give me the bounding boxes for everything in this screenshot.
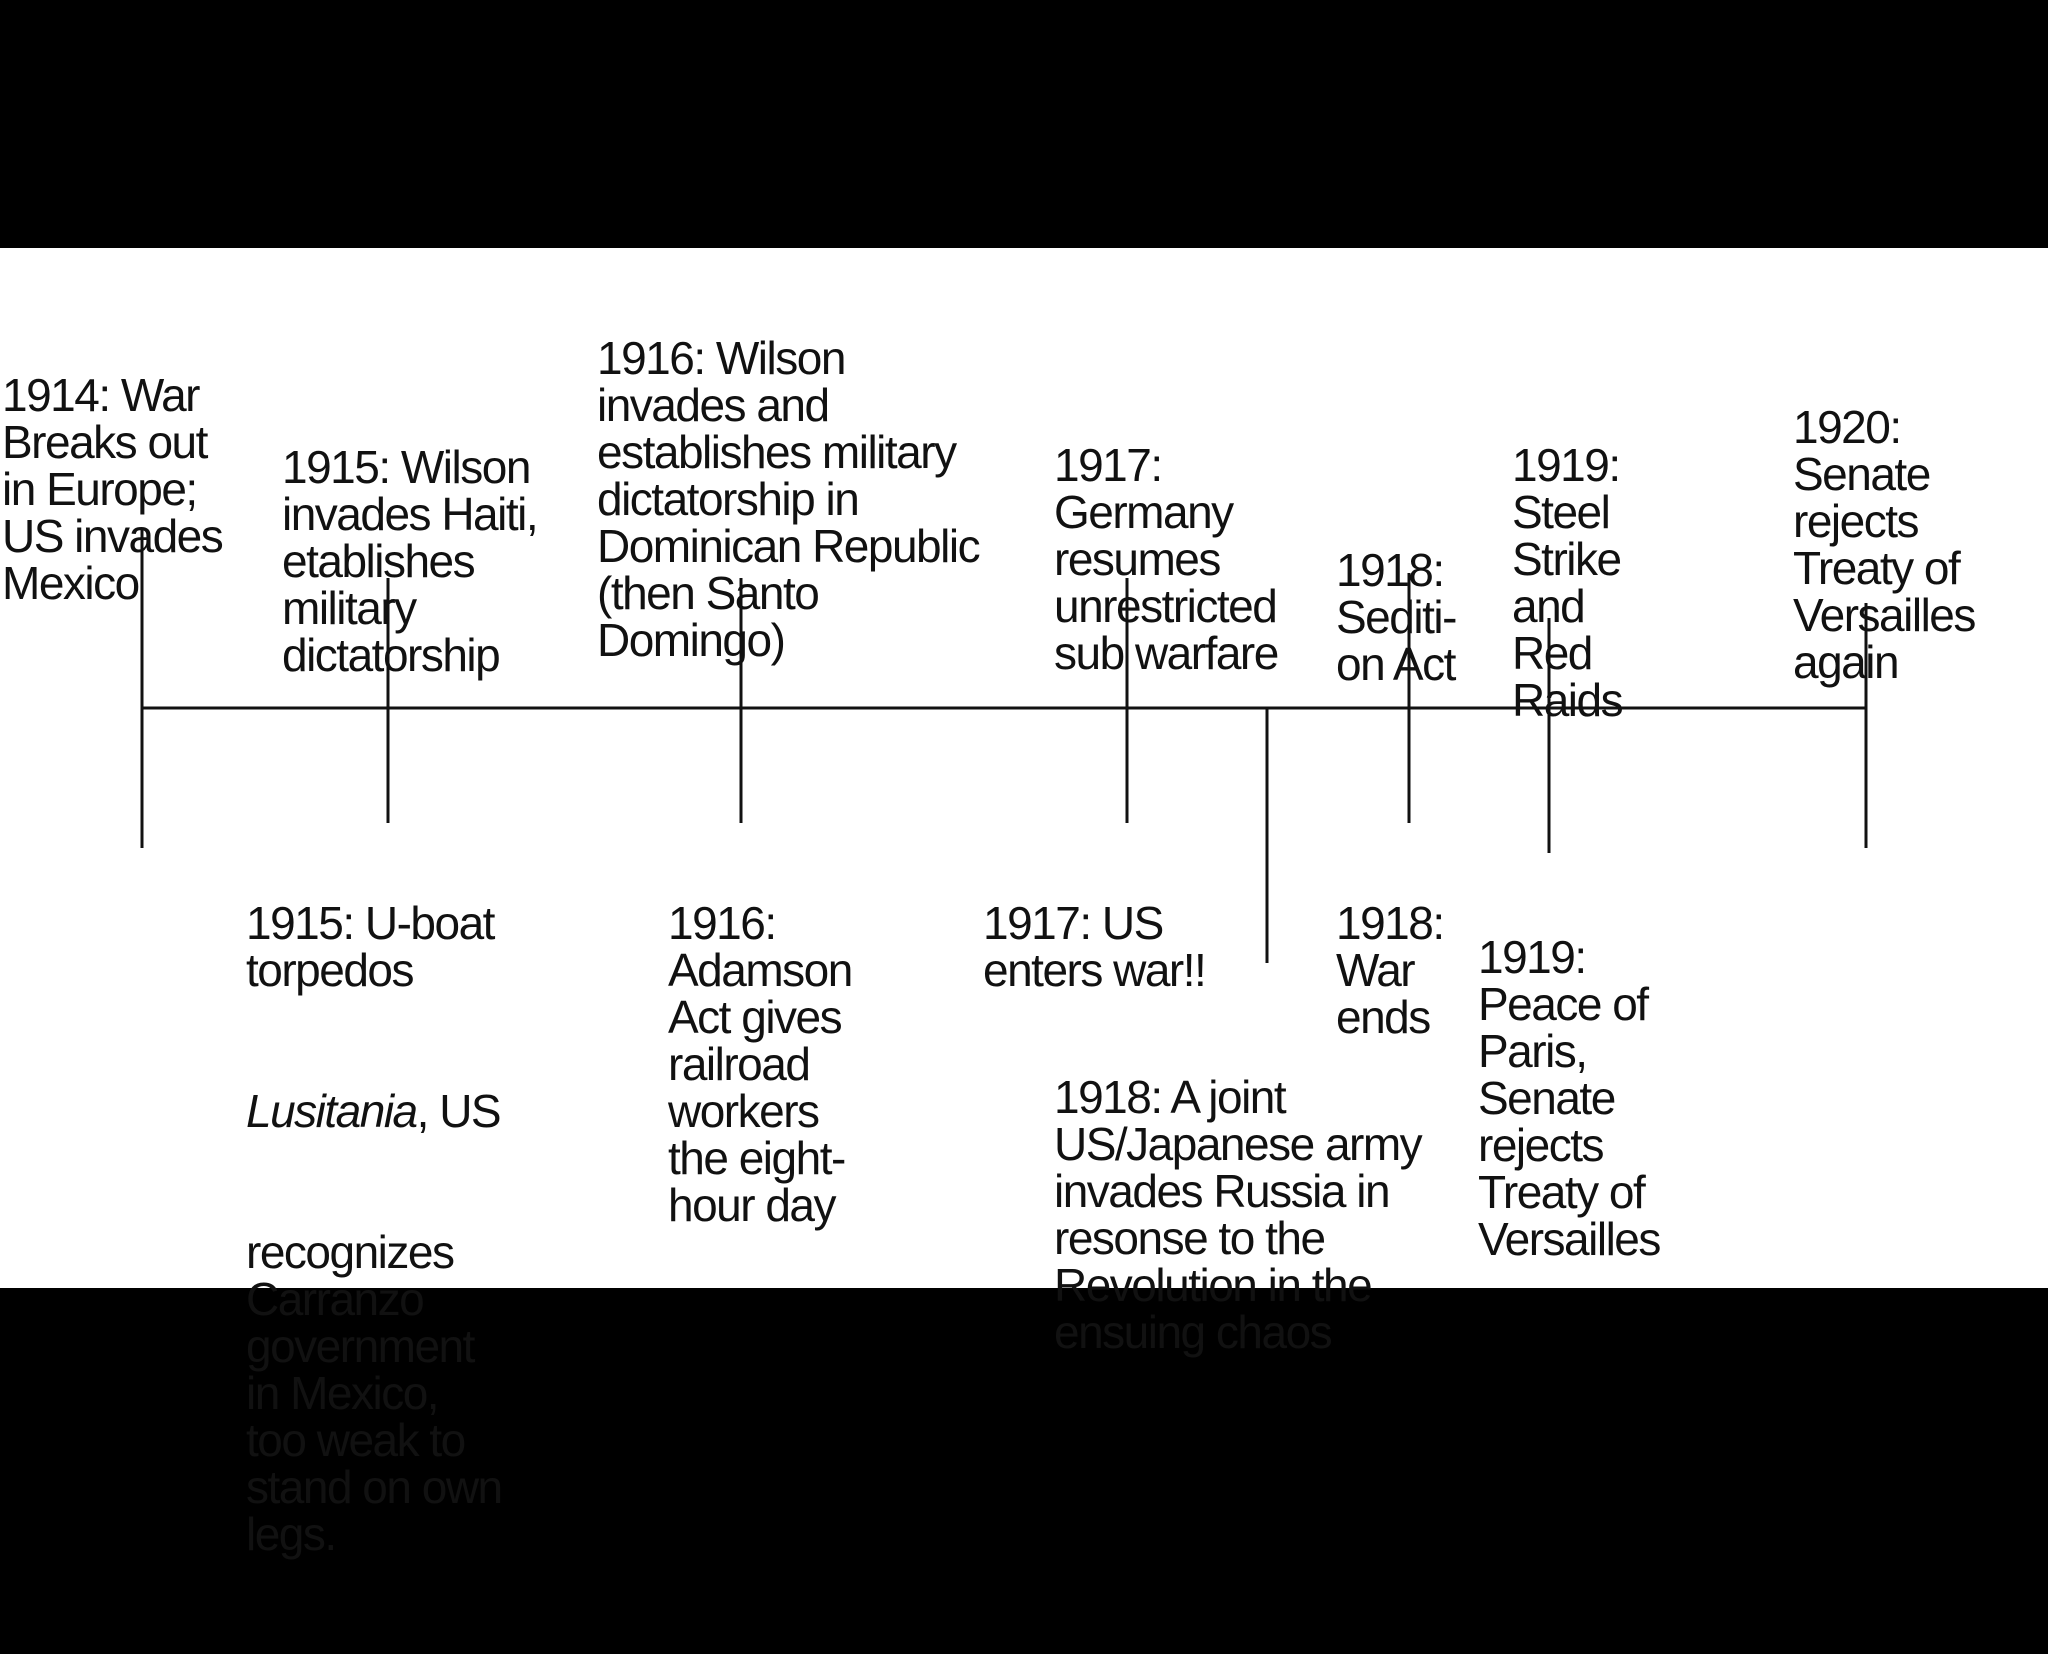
timeline-panel [0, 248, 2048, 1560]
lusitania-italic: Lusitania [246, 1085, 417, 1137]
event-1916-adamson: 1916: Adamson Act gives railroad workers the eight- hour day [668, 897, 852, 1231]
event-1919-paris: 1919: Peace of Paris, Senate rejects Treaty of Versailles [1478, 931, 1660, 1265]
event-1918-ends: 1918: War ends [1336, 897, 1444, 1043]
event-1918-sedition: 1918: Sediti- on Act [1336, 544, 1456, 690]
event-1918-japan: 1918: A joint US/Japanese army invades Russia in resonse to the Revolution in the ensuing chaos [1054, 1071, 1422, 1358]
event-1920-senate: 1920: Senate rejects Treaty of Versailles again [1793, 401, 1975, 688]
event-1915-uboat: 1915: U-boat torpedos Lusitania, US recognizes Carranzo government in Mexico, too weak to stand on own legs. [246, 897, 502, 1560]
event-1919-steel: 1919: Steel Strike and Red Raids [1512, 439, 1623, 726]
event-1917-us: 1917: US enters war!! [983, 897, 1206, 996]
event-1914-war: 1914: War Breaks out in Europe; US invades Mexico [2, 369, 223, 609]
event-1917-germany: 1917: Germany resumes unrestricted sub warfare [1054, 439, 1278, 679]
event-1915-haiti: 1915: Wilson invades Haiti, etablishes military dictatorship [282, 441, 538, 681]
event-1916-dominican: 1916: Wilson invades and establishes military dictatorship in Dominican Republic (then Santo Domingo) [597, 332, 980, 666]
